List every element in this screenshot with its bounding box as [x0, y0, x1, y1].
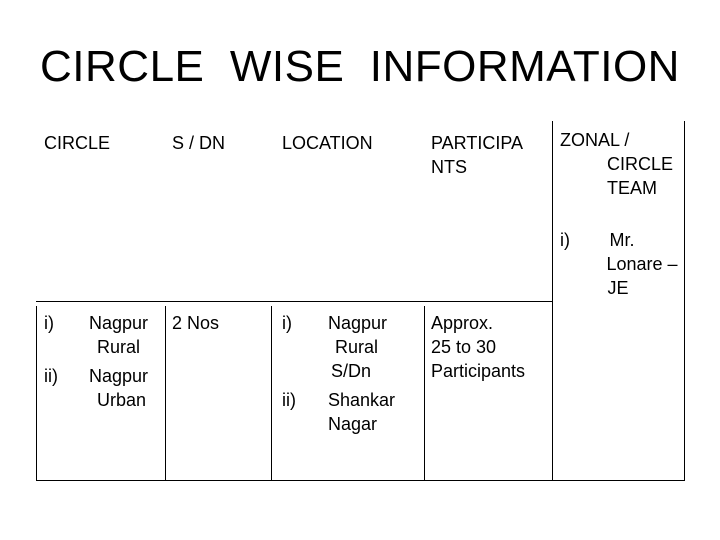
header-separator [36, 301, 552, 302]
zonal-member-line1: Mr. [609, 230, 635, 250]
header-participants-line1: PARTICIPA [431, 133, 524, 153]
circle-2-marker: ii) [44, 366, 58, 386]
zonal-member-marker: i) [560, 230, 570, 250]
circle-1-line1: Nagpur [89, 313, 149, 333]
participants-line2: 25 to 30 [431, 337, 497, 357]
location-1-marker: i) [282, 313, 292, 333]
location-1-line1: Nagpur [328, 313, 388, 333]
header-zonal-line3: TEAM [606, 178, 657, 198]
location-2-line2: Nagar [328, 414, 378, 434]
header-location: LOCATION [282, 133, 373, 153]
circle-1-marker: i) [44, 313, 54, 333]
sdn-value: 2 Nos [172, 313, 220, 333]
circle-2-line1: Nagpur [89, 366, 149, 386]
table-border-bottom [36, 480, 685, 481]
location-1-line2: Rural [335, 337, 379, 357]
header-circle: CIRCLE [44, 133, 111, 153]
header-zonal-line2: CIRCLE [606, 154, 673, 174]
column-divider-1 [165, 306, 166, 481]
circle-2-line2: Urban [97, 390, 147, 410]
participants-line1: Approx. [431, 313, 494, 333]
column-divider-3 [424, 306, 425, 481]
header-zonal-line1: ZONAL / [560, 130, 630, 150]
page-title: CIRCLE WISE INFORMATION [40, 42, 680, 91]
header-participants-line2: NTS [431, 157, 467, 177]
zonal-member-line2: Lonare – [606, 254, 678, 274]
table-border-left [36, 306, 37, 481]
zonal-member-line3: JE [607, 278, 629, 298]
column-divider-4 [552, 121, 553, 481]
circle-1-line2: Rural [97, 337, 141, 357]
location-2-line1: Shankar [328, 390, 396, 410]
column-divider-2 [271, 306, 272, 481]
header-sdn: S / DN [172, 133, 226, 153]
location-2-marker: ii) [282, 390, 296, 410]
location-1-line3: S/Dn [331, 361, 372, 381]
participants-line3: Participants [431, 361, 526, 381]
